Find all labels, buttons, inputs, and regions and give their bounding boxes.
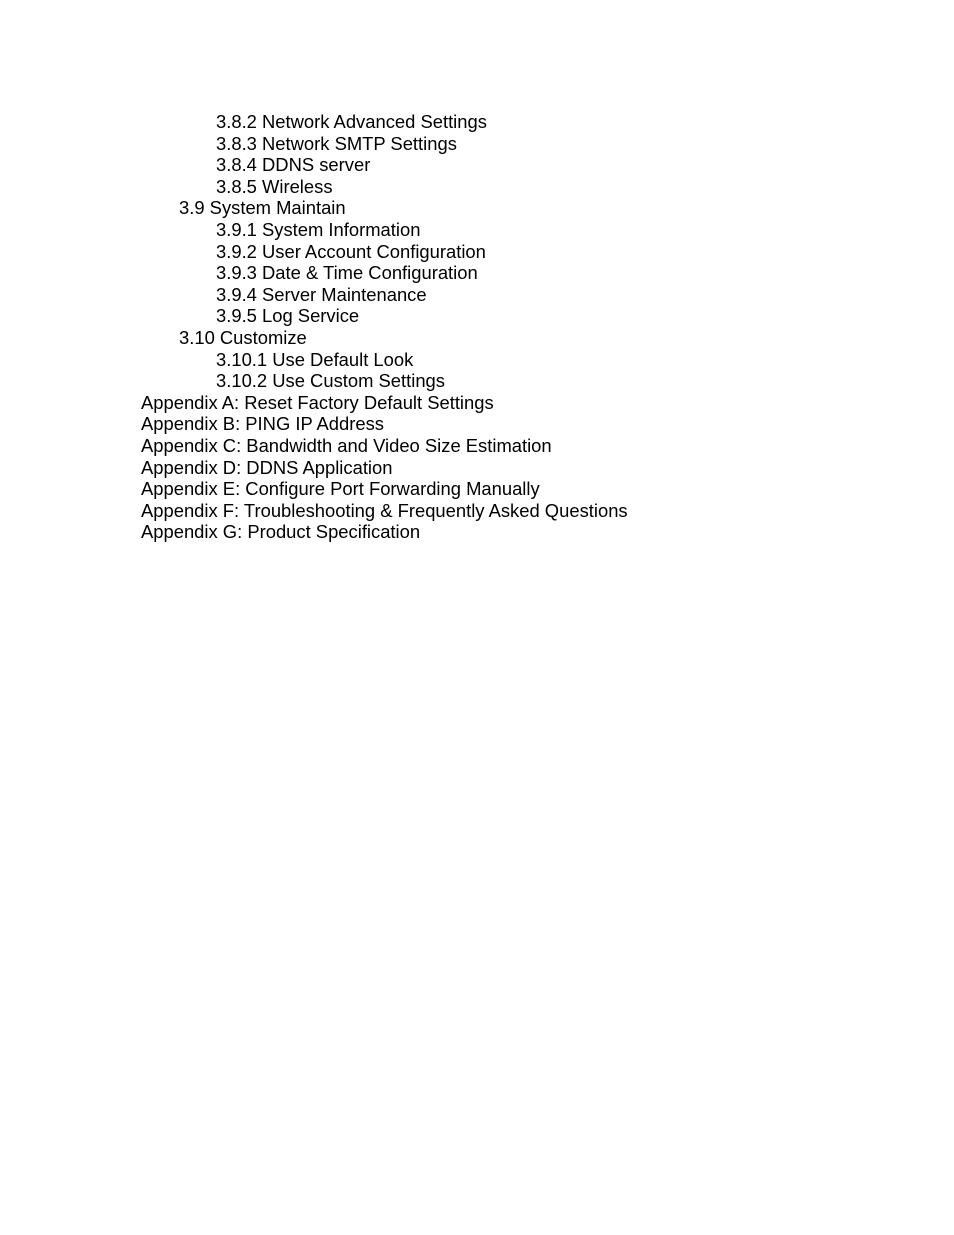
- toc-entry-appendix-c: Appendix C: Bandwidth and Video Size Estimation: [141, 434, 552, 456]
- toc-entry-appendix-d: Appendix D: DDNS Application: [141, 456, 393, 478]
- toc-entry-3-9-1: 3.9.1 System Information: [216, 218, 421, 240]
- toc-entry-appendix-a: Appendix A: Reset Factory Default Settings: [141, 391, 494, 413]
- toc-entry-3-9: 3.9 System Maintain: [179, 197, 346, 219]
- toc-entry-3-8-3: 3.8.3 Network SMTP Settings: [216, 132, 457, 154]
- toc-entry-3-9-5: 3.9.5 Log Service: [216, 305, 360, 327]
- toc-entry-3-10-2: 3.10.2 Use Custom Settings: [216, 370, 445, 392]
- toc-entry-appendix-g: Appendix G: Product Specification: [141, 521, 421, 543]
- toc-entry-3-10: 3.10 Customize: [179, 326, 307, 348]
- toc-entry-3-10-1: 3.10.1 Use Default Look: [216, 348, 414, 370]
- toc-entry-appendix-f: Appendix F: Troubleshooting & Frequently Asked Questions: [141, 499, 628, 521]
- toc-entry-3-9-2: 3.9.2 User Account Configuration: [216, 240, 486, 262]
- toc-entry-3-9-3: 3.9.3 Date & Time Configuration: [216, 262, 478, 284]
- toc-entry-appendix-b: Appendix B: PING IP Address: [141, 413, 384, 435]
- toc-entry-3-9-4: 3.9.4 Server Maintenance: [216, 283, 427, 305]
- toc-entry-3-8-5: 3.8.5 Wireless: [216, 175, 333, 197]
- toc-entry-3-8-4: 3.8.4 DDNS server: [216, 154, 371, 176]
- toc-entry-appendix-e: Appendix E: Configure Port Forwarding Manually: [141, 478, 540, 500]
- table-of-contents: [0, 111, 954, 543]
- toc-entry-3-8-2: 3.8.2 Network Advanced Settings: [216, 111, 487, 132]
